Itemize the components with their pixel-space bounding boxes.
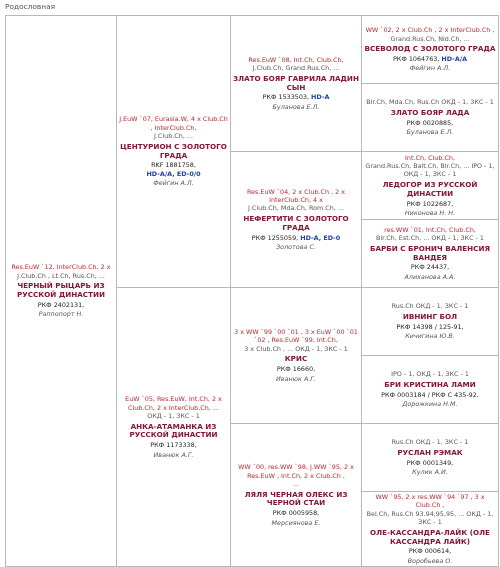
dog-registration: РКФ 0020885, — [406, 118, 454, 127]
dog-titles: Res.EuW `04, 2 x Club.Ch , 2 x InterClub.Ch, 4 x — [246, 187, 346, 205]
pedigree-cell-gen4-4 — [362, 220, 499, 288]
pedigree-cell-gen2-sire — [117, 16, 231, 288]
dog-owner: Буланова Е.Л. — [406, 128, 454, 137]
dog-titles-extra: Grand.Rus.Ch, Balt.Ch, Blr.Ch, ... IPO - 1, ОКД - 1, ЗКС - 1 — [365, 162, 495, 179]
dog-titles-extra: J.Club.Ch , Lt.Ch, Rus.Ch, ... — [17, 271, 105, 280]
dog-titles: Res.EuW `08, Int.Ch, Club.Ch, — [248, 55, 344, 64]
pedigree-cell-gen1-sire — [6, 16, 117, 567]
dog-name-link[interactable]: ЦЕНТУРИОН С ЗОЛОТОГО ГРАДА — [120, 141, 227, 160]
dog-name-link[interactable]: НЕФЕРТИТИ С ЗОЛОТОГО ГРАДА — [243, 213, 349, 232]
dog-titles: WW `00, res.WW `98, J.WW `95, 2 x Res.EuW , Int.Ch, 2 x Club.Ch , — [238, 463, 354, 480]
dog-name-link[interactable]: ИВНИНГ БОЛ — [402, 311, 458, 321]
page-title: Родословная — [5, 2, 56, 11]
dog-titles-extra: J.Club.Ch, Grand.Rus.Ch, ... — [252, 64, 340, 73]
dog-owner: Никонова Н. Н. — [404, 208, 456, 217]
dog-titles-extra: Bel.Ch, Rus.Ch 93.94,95,95, ... ОКД - 1, ЗКС - 1 — [366, 509, 494, 527]
dog-owner: Буланова Е.Л. — [272, 102, 320, 111]
dog-owner: Дорожкина Н.М. — [402, 400, 458, 409]
pedigree-cell-gen3-4 — [231, 424, 362, 567]
dog-titles-extra: J.Club.Ch, Mda.Ch, Rom.Ch, ... — [248, 204, 344, 213]
dog-name-link[interactable]: ОЛЕ-КАССАНДРА-ЛАЙК (ОЛЕ КАССАНДРА ЛАЙК) — [370, 527, 490, 546]
pedigree-cell-gen4-7 — [362, 424, 499, 492]
dog-titles: Int.Ch, Club.Ch, — [405, 153, 455, 162]
dog-owner: Кулик А.И. — [412, 468, 448, 477]
pedigree-cell-gen4-3 — [362, 152, 499, 220]
dog-registration: РКФ 1064763, — [392, 54, 440, 63]
dog-name-link[interactable]: ЗЛАТО БОЯР ЛАДА — [390, 107, 470, 117]
dog-name-link[interactable]: ЧЕРНЫЙ РЫЦАРЬ ИЗ РУССКОЙ ДИНАСТИИ — [16, 281, 106, 300]
dog-titles: Rus.Ch ОКД - 1, ЗКС - 1 — [391, 438, 469, 447]
dog-name-link[interactable]: БАРБИ С БРОНИЧ ВАЛЕНСИЯ ВАНДЕЯ — [369, 243, 491, 262]
dog-name-link[interactable]: АНКА-АТАМАНКА ИЗ РУССКОЙ ДИНАСТИИ — [129, 421, 218, 440]
dog-health-score: HD-A — [311, 93, 330, 102]
dog-titles-extra: J.Club.Ch, ... — [154, 132, 193, 141]
pedigree-cell-gen3-1 — [231, 16, 362, 152]
dog-registration: РКФ 0001349, — [406, 458, 454, 467]
dog-titles: Rus.Ch ОКД - 1, ЗКС - 1 — [391, 302, 469, 311]
dog-titles-extra: Grand.Rus.Ch, Nld.Ch, ... — [390, 34, 470, 43]
dog-titles: 3 x WW `99 `00 `01 , 3 x EuW `00 `01 `02 , Res.EuW `99, Int.Ch, — [234, 327, 358, 345]
pedigree-cell-gen4-6 — [362, 356, 499, 424]
dog-name-link[interactable]: ВСЕВОЛОД С ЗОЛОТОГО ГРАДА — [364, 44, 496, 54]
dog-registration: РКФ 1173338, — [150, 441, 197, 450]
dog-owner: Алиханова А.А. — [404, 272, 456, 281]
dog-health-score: HD-A, ED-0 — [300, 233, 341, 242]
dog-titles: res.WW `01, Int.Ch, Club.Ch, — [384, 225, 476, 234]
dog-titles-extra: ... — [292, 480, 300, 489]
dog-registration: РКФ 0003184 / РКФ С 435-92, — [381, 390, 479, 399]
dog-titles-extra: ОКД - 1, ЗКС - 1 — [147, 412, 200, 421]
dog-health-score: HD-A/A — [441, 54, 468, 63]
dog-registration: РКФ 1255059, — [251, 233, 299, 242]
dog-registration: РКФ 0005958, — [272, 509, 320, 518]
pedigree-cell-gen4-5 — [362, 288, 499, 356]
dog-titles-extra: Blr.Ch, Est.Ch, ... ОКД - 1, ЗКС - 1 — [375, 234, 484, 243]
dog-owner: Фейгин А.Л. — [409, 64, 451, 73]
dog-name-link[interactable]: ЗЛАТО БОЯР ГАВРИЛА ЛАДИН СЫН — [233, 73, 359, 92]
pedigree-cell-gen2-dam — [117, 288, 231, 567]
pedigree-cell-gen4-1 — [362, 16, 499, 84]
dog-titles: J.EuW `07, Eurasia.W, 4 x Club.Ch , InterClub.Ch, — [119, 115, 228, 132]
dog-registration: РКФ 000614, — [408, 547, 452, 556]
pedigree-table — [5, 15, 499, 567]
dog-owner: Иванюк А.Г. — [153, 450, 194, 459]
dog-name-link[interactable]: ЛЯЛЯ ЧЕРНАЯ ОЛЕКС ИЗ ЧЕРНОЙ СТАИ — [244, 489, 348, 508]
dog-titles: Blr.Ch, Mda.Ch, Rus.Ch ОКД - 1, ЗКС - 1 — [366, 98, 494, 107]
dog-registration: РКФ 14398 / 125-91, — [396, 322, 464, 331]
dog-name-link[interactable]: БРИ КРИСТИНА ЛАМИ — [384, 379, 476, 389]
dog-registration: RKF 1881758, — [151, 161, 196, 170]
dog-owner: Фейгин А.Л. — [153, 179, 194, 188]
dog-health-score: HD-A/A, ED-0/0 — [146, 169, 201, 178]
pedigree-cell-gen3-2 — [231, 152, 362, 288]
dog-owner: Воробьева О. — [407, 556, 453, 565]
pedigree-cell-gen3-3 — [231, 288, 362, 424]
dog-owner: Золотова С. — [276, 242, 316, 251]
dog-titles: WW `02, 2 x Club.Ch , 2 x InterClub.Ch , — [365, 26, 495, 35]
dog-registration: РКФ 2402131, — [37, 300, 85, 309]
dog-titles: EuW `05, Res.EuW, Int.Ch, 2 x Club.Ch, 2 x InterClub.Ch, ... — [125, 395, 222, 412]
dog-name-link[interactable]: РУСЛАН РЭМАК — [397, 447, 463, 457]
dog-name-link[interactable]: ЛЕДОГОР ИЗ РУССКОЙ ДИНАСТИИ — [382, 179, 478, 198]
dog-owner: Иванюк А.Г. — [276, 374, 316, 383]
dog-titles: IPO - 1, ОКД - 1, ЗКС - 1 — [391, 370, 469, 379]
dog-titles: WW `95, 2 x res.WW `94 `97 , 3 x Club.Ch , — [375, 493, 485, 510]
dog-owner: Кичигина Ю.В. — [405, 332, 455, 341]
pedigree-cell-gen4-8 — [362, 492, 499, 567]
dog-registration: РКФ 16660, — [276, 365, 316, 374]
dog-registration: РКФ 1533503, — [262, 93, 309, 102]
pedigree-cell-gen4-2 — [362, 84, 499, 152]
dog-owner: Мерсиянова Е. — [271, 518, 321, 527]
dog-registration: РКФ 1022687, — [406, 199, 454, 208]
dog-registration: РКФ 24437, — [410, 263, 450, 272]
dog-owner: Раппопорт Н. — [38, 310, 84, 319]
dog-titles-extra: 3 x Club.Ch , ... ОКД - 1, ЗКС - 1 — [244, 344, 348, 353]
dog-titles: Res.EuW `12, InterClub.Ch, 2 x — [11, 263, 111, 272]
dog-name-link[interactable]: КРИС — [284, 354, 308, 364]
